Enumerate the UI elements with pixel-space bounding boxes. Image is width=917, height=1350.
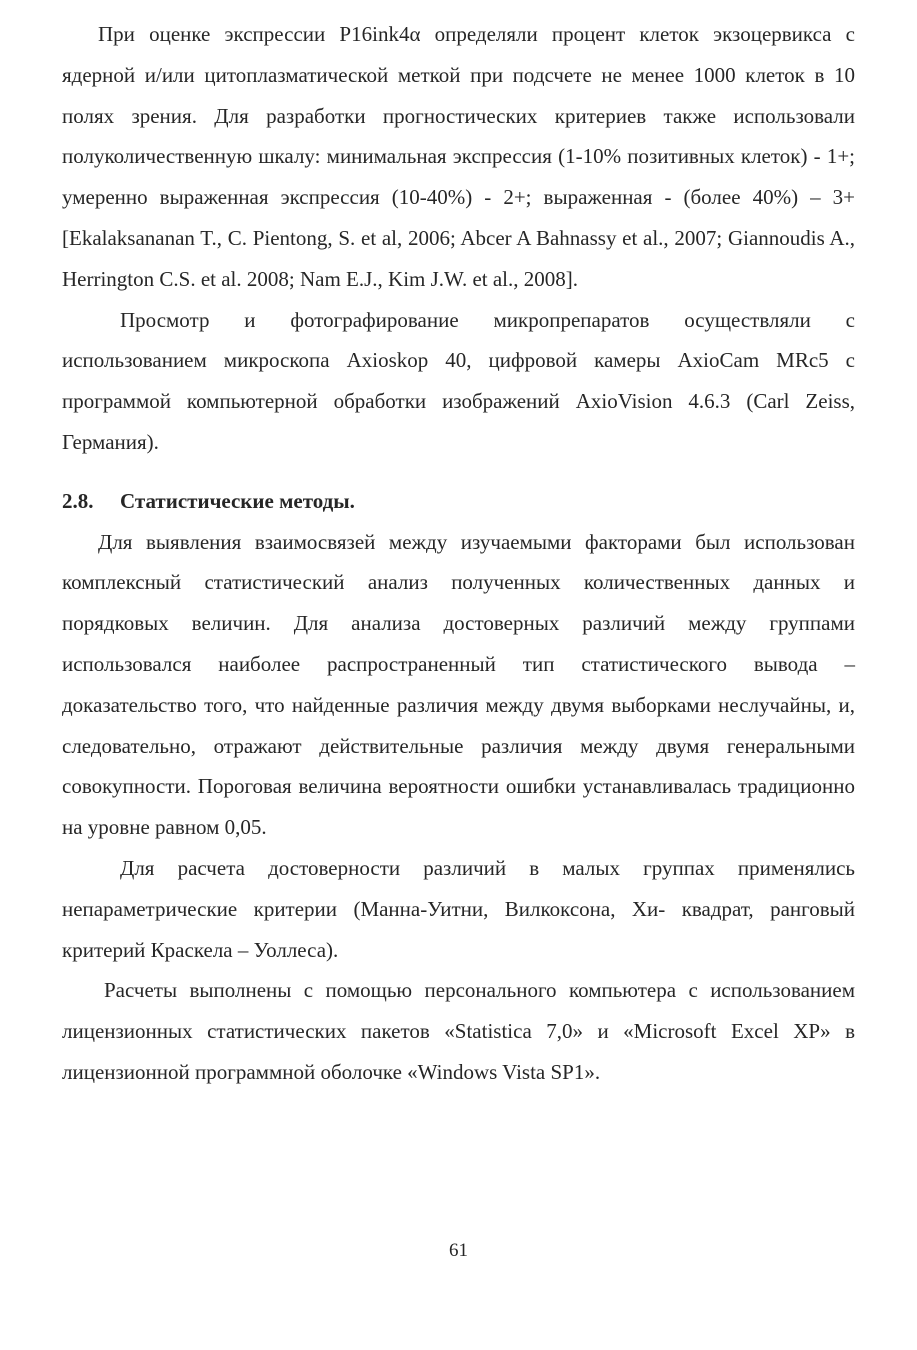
paragraph-statistical-analysis: Для выявления взаимосвязей между изучаемыми факторами был использован комплексный статистический анализ полученных количественных данных и порядковых величин. Для анализа достоверных различий между группами использовался наиболее распространенный тип статистического вывода – доказательство того, что найденные различия между двумя выборками неслучайны, и, следовательно, отражают действительные различия между двумя генеральными совокупности. Пороговая величина вероятности ошибки устанавливалась традиционно на уровне равном 0,05. — [62, 529, 855, 840]
paragraph-nonparametric: Для расчета достоверности различий в малых группах применялись непараметрические критерии (Манна-Уитни, Вилкоксона, Хи- квадрат, ранговый критерий Краскела – Уоллеса). — [62, 855, 855, 962]
paragraph-software: Расчеты выполнены с помощью персонального компьютера с использованием лицензионных статистических пакетов «Statistica 7,0» и «Microsoft Excel XP» в лицензионной программной оболочке «Windows Vista SP1». — [62, 978, 855, 1084]
section-title: Статистические методы. — [120, 488, 355, 513]
section-heading — [62, 481, 855, 522]
section-number: 2.8. — [62, 488, 94, 513]
paragraph-microscopy: Просмотр и фотографирование микропрепаратов осуществляли с использованием микроскопа Axioskop 40, цифровой камеры AxioCam MRc5 с программой компьютерной обработки изображений AxioVision 4.6.3 (Carl Zeiss, Германия). — [62, 307, 855, 454]
body-text — [62, 14, 855, 1093]
paragraph-p16-expression: При оценке экспрессии P16ink4α определяли процент клеток экзоцервикса с ядерной и/или цитоплазматической меткой при подсчете не менее 1000 клеток в 10 полях зрения. Для разработки прогностических критериев также использовали полуколичественную шкалу: минимальная экспрессия (1-10% позитивных клеток) - 1+; умеренно выраженная экспрессия (10-40%) - 2+; выраженная - (более 40%) – 3+ [Ekalaksananan T., C. Pientong, S. et al, 2006; Abcer A Bahnassy et al., 2007; Giannoudis A., Herrington C.S. et al. 2008; Nam E.J., Kim J.W. et al., 2008]. — [62, 22, 855, 291]
page-number: 61 — [449, 1240, 468, 1261]
